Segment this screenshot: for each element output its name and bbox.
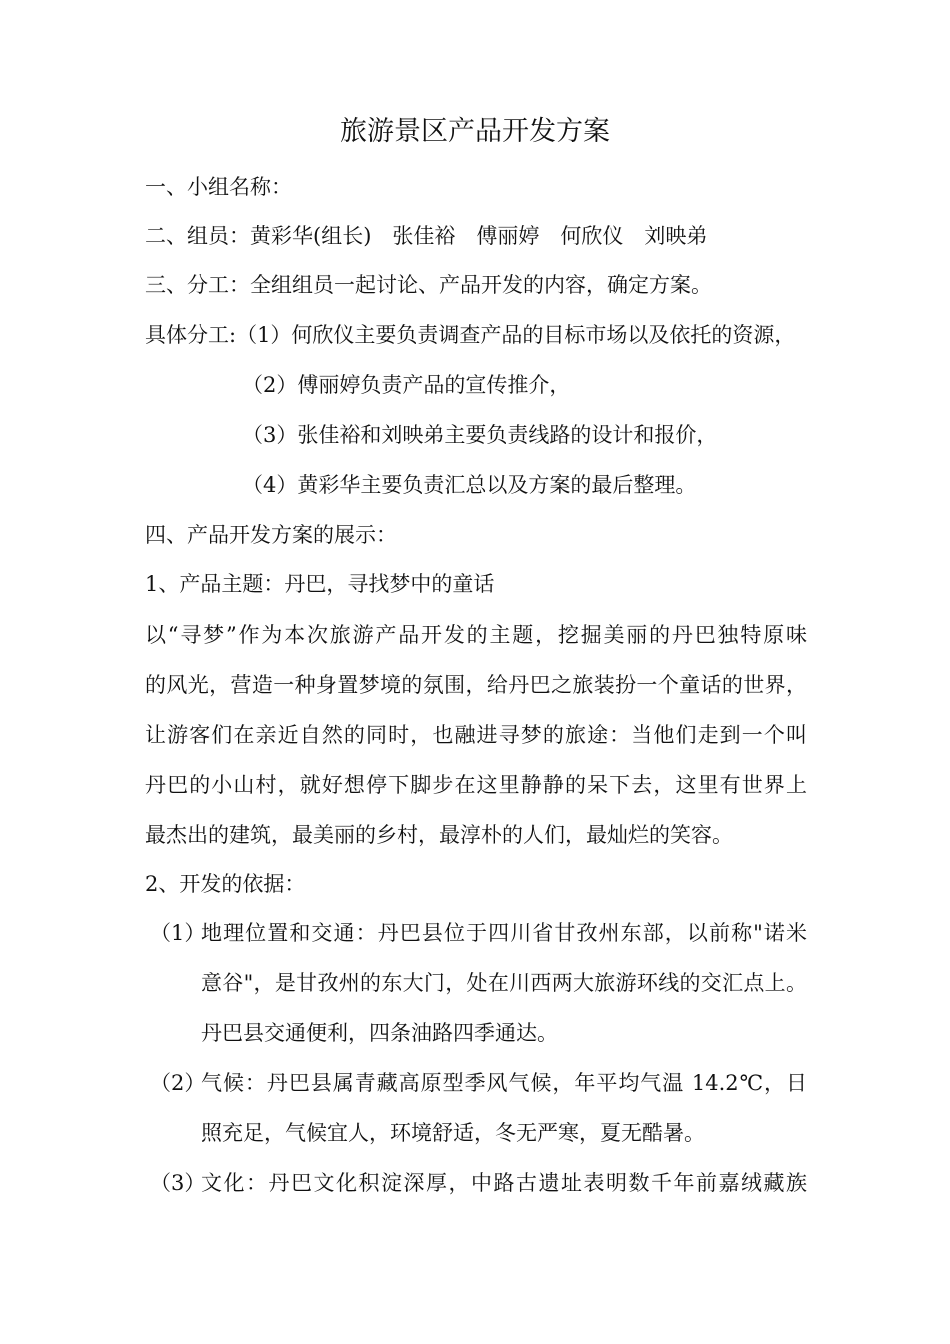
- basis-item-number: （2）: [150, 1071, 206, 1095]
- basis-item-text: 照充足，气候宜人，环境舒适，冬无严寒，夏无酷暑。: [201, 1121, 705, 1145]
- product-theme-heading: 1、产品主题：丹巴，寻找梦中的童话: [145, 572, 495, 596]
- division-item-4: （4）黄彩华主要负责汇总以及方案的最后整理。: [242, 473, 697, 497]
- basis-item-text: 意谷"，是甘孜州的东大门，处在川西两大旅游环线的交汇点上。: [201, 971, 807, 995]
- theme-paragraph-line: 让游客们在亲近自然的同时，也融进寻梦的旅途：当他们走到一个叫: [145, 723, 807, 747]
- basis-heading: 2、开发的依据：: [145, 872, 306, 896]
- theme-paragraph-line: 丹巴的小山村，就好想停下脚步在这里静静的呆下去，这里有世界上: [145, 773, 807, 797]
- basis-item-text: 文化：丹巴文化积淀深厚，中路古遗址表明数千年前嘉绒藏族: [201, 1171, 807, 1195]
- division-item-3: （3）张佳裕和刘映弟主要负责线路的设计和报价，: [242, 423, 718, 447]
- basis-item-text: 丹巴县交通便利，四条油路四季通达。: [201, 1021, 558, 1045]
- division-item-1: 具体分工:（1）何欣仪主要负责调查产品的目标市场以及依托的资源，: [145, 323, 796, 347]
- basis-item-number: （1）: [150, 921, 206, 945]
- document-title: 旅游景区产品开发方案: [340, 116, 610, 147]
- basis-item-text: 地理位置和交通：丹巴县位于四川省甘孜州东部，以前称"诺米: [201, 921, 807, 945]
- basis-item-text: 气候：丹巴县属青藏高原型季风气候，年平均气温 14.2℃，日: [201, 1071, 807, 1095]
- section-group-name: 一、小组名称：: [145, 175, 292, 199]
- theme-paragraph-line: 以“寻梦”作为本次旅游产品开发的主题，挖掘美丽的丹巴独特原味: [145, 623, 807, 647]
- section-members: 二、组员：黄彩华(组长) 张佳裕 傅丽婷 何欣仪 刘映弟: [145, 224, 708, 248]
- division-item-2: （2）傅丽婷负责产品的宣传推介，: [242, 373, 571, 397]
- basis-item-number: （3）: [150, 1171, 206, 1195]
- section-showcase: 四、产品开发方案的展示：: [145, 523, 397, 547]
- theme-paragraph-line: 的风光，营造一种身置梦境的氛围，给丹巴之旅装扮一个童话的世界，: [145, 673, 807, 697]
- section-division: 三、分工：全组组员一起讨论、产品开发的内容，确定方案。: [145, 273, 712, 297]
- theme-paragraph-line: 最杰出的建筑，最美丽的乡村，最淳朴的人们，最灿烂的笑容。: [145, 823, 733, 847]
